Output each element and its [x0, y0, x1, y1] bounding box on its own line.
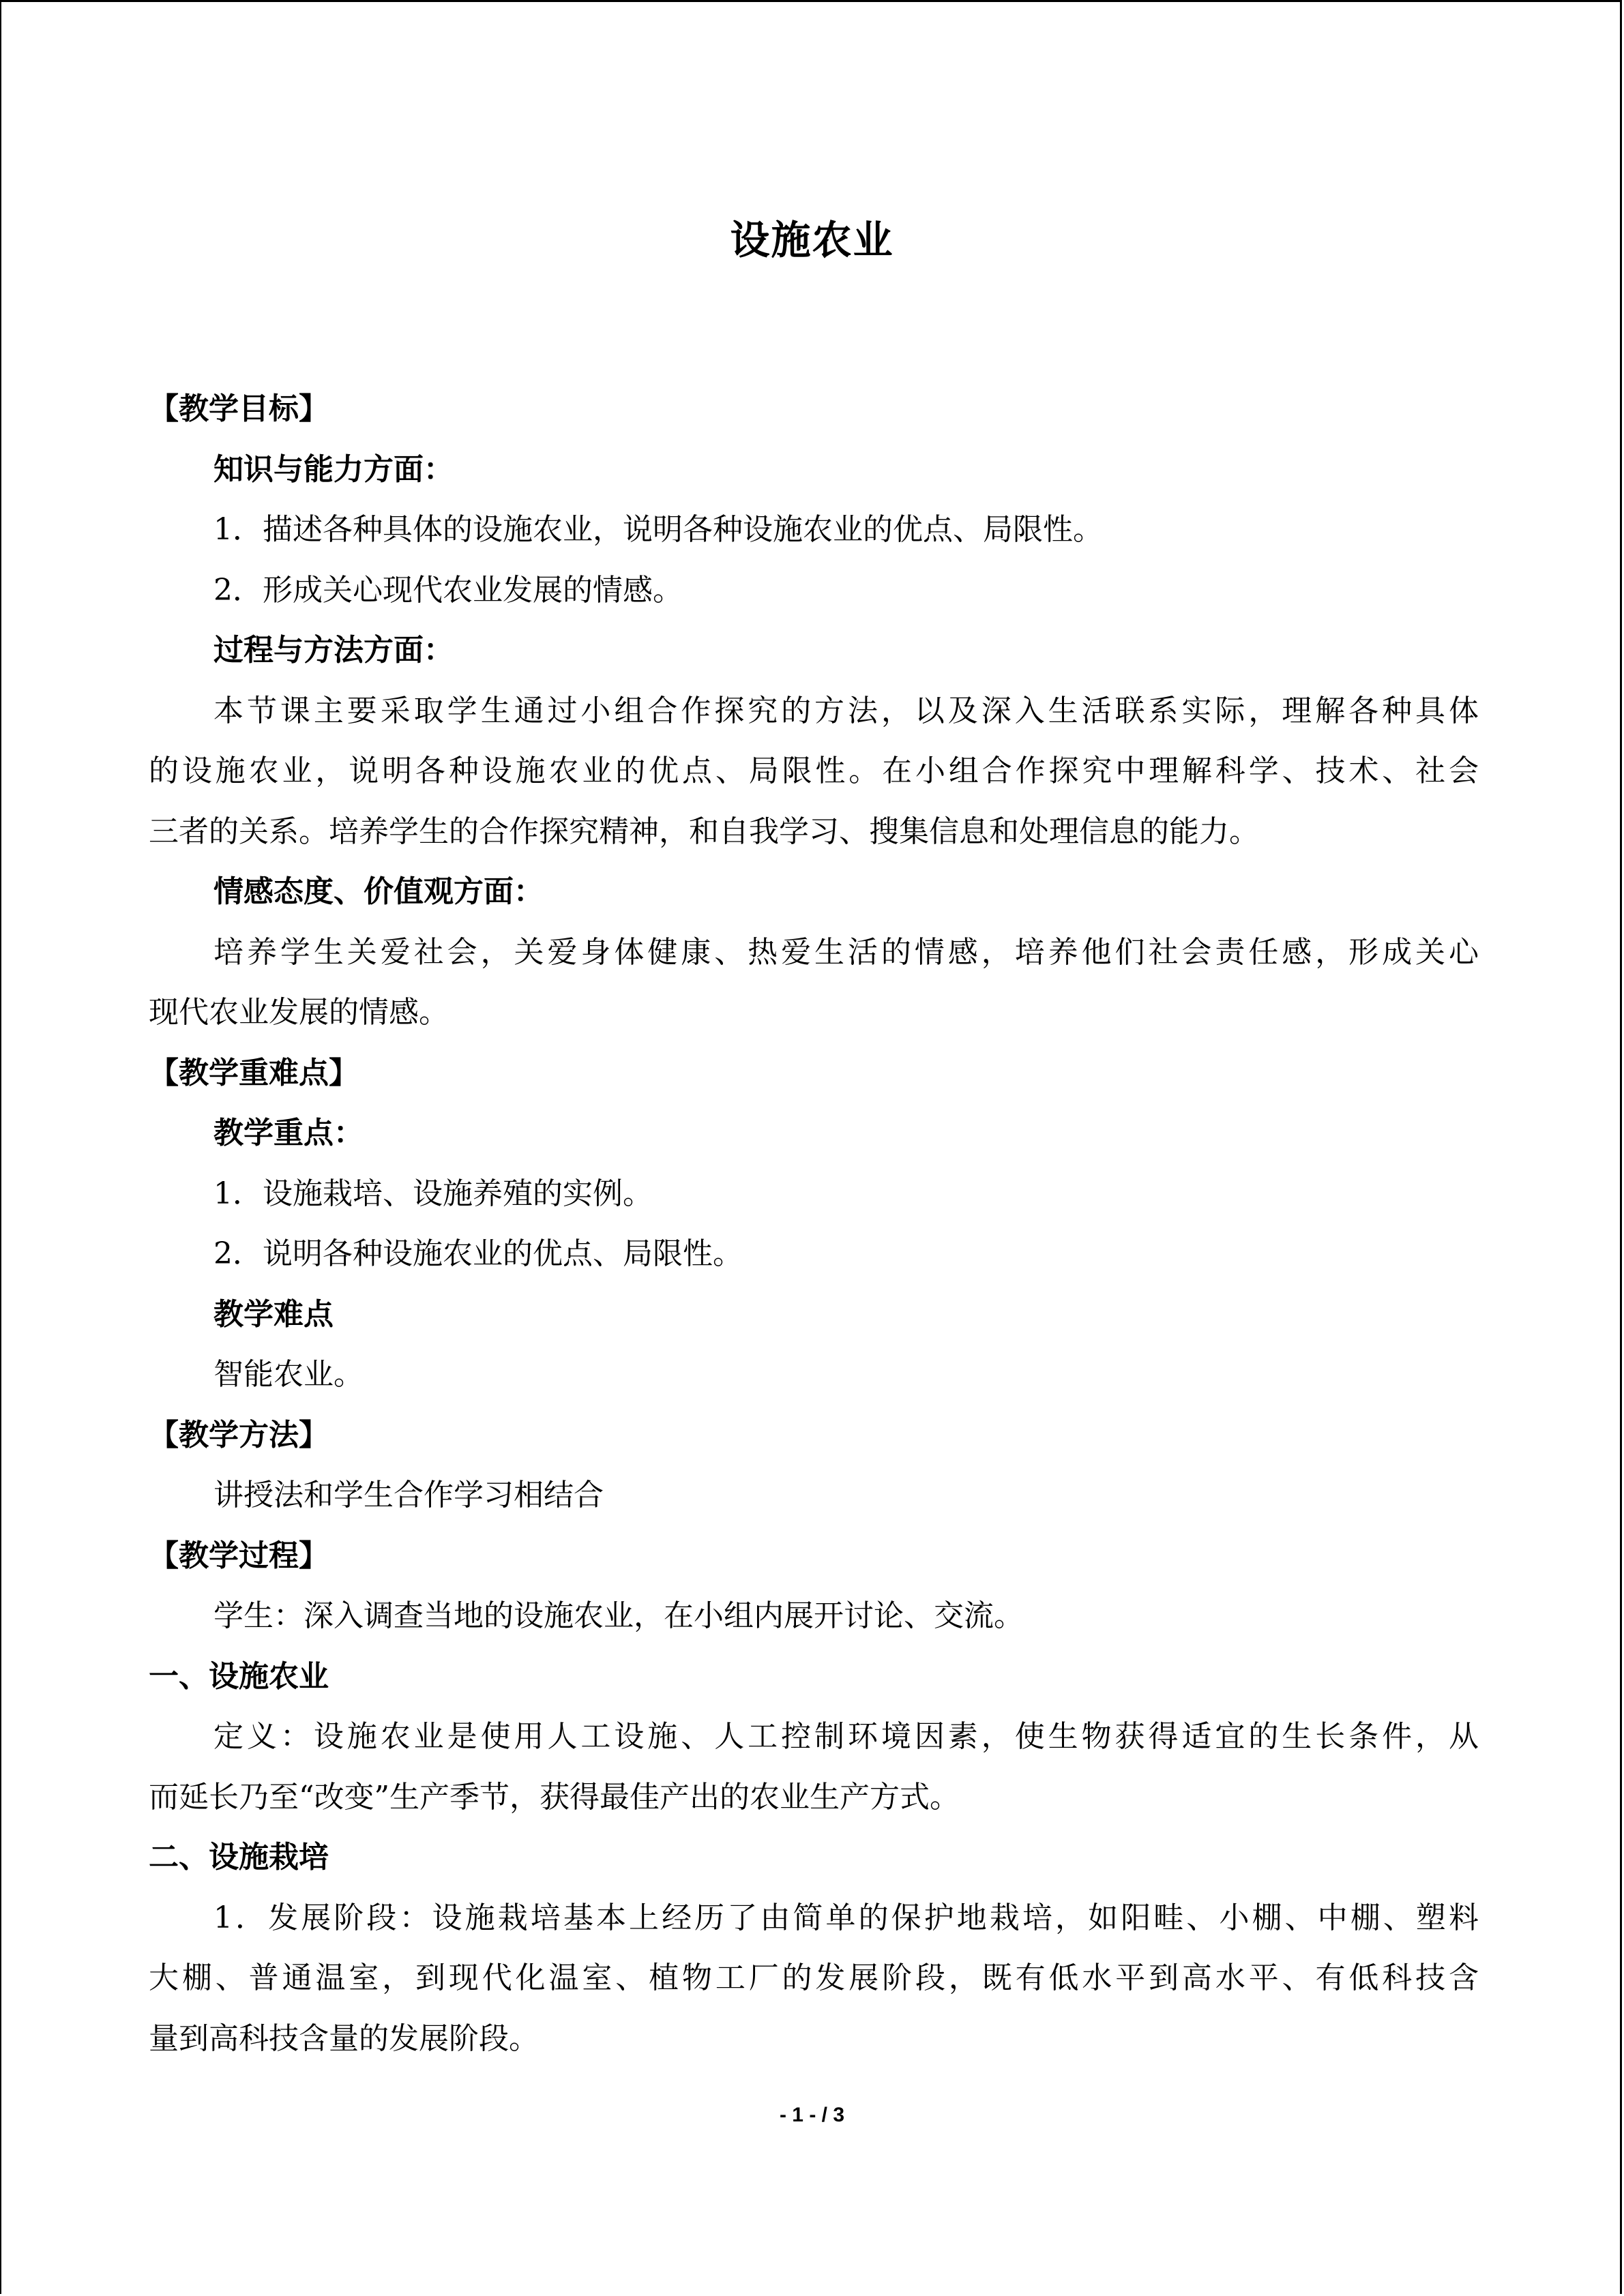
focus-item-1: 1．设施栽培、设施养殖的实例。 [213, 1176, 653, 1211]
subheading-difficulty: 教学难点 [213, 1296, 334, 1332]
page-number: - 1 - / 3 [779, 2104, 845, 2126]
subheading-knowledge: 知识与能力方面： [213, 451, 454, 487]
subheading-emotion: 情感态度、价值观方面： [213, 874, 544, 909]
subheading-process-method: 过程与方法方面： [213, 633, 454, 668]
section-heading-methods: 【教学方法】 [149, 1417, 329, 1452]
focus-item-2: 2．说明各种设施农业的优点、局限性。 [213, 1236, 743, 1271]
section-heading-key-points: 【教学重难点】 [149, 1055, 359, 1090]
document-body [149, 379, 1479, 2069]
methods-text: 讲授法和学生合作学习相结合 [213, 1478, 604, 1512]
part2-line-1: 1．发展阶段：设施栽培基本上经历了由简单的保护地栽培，如阳畦、小棚、中棚、塑料 [213, 1900, 1479, 1935]
emotion-line-2: 现代农业发展的情感。 [149, 995, 449, 1030]
emotion-line-1: 培养学生关爱社会，关爱身体健康、热爱生活的情感，培养他们社会责任感，形成关心 [213, 934, 1479, 970]
part-heading-1: 一、设施农业 [149, 1658, 329, 1694]
section-heading-process: 【教学过程】 [149, 1538, 329, 1573]
section-heading-goals: 【教学目标】 [149, 391, 329, 426]
difficulty-text: 智能农业。 [213, 1357, 364, 1392]
part1-line-2: 而延长乃至“改变”生产季节，获得最佳产出的农业生产方式。 [149, 1779, 960, 1815]
knowledge-item-1: 1．描述各种具体的设施农业，说明各种设施农业的优点、局限性。 [213, 512, 1103, 547]
process-method-line-3: 三者的关系。培养学生的合作探究精神，和自我学习、搜集信息和处理信息的能力。 [149, 814, 1259, 849]
document-title: 设施农业 [730, 217, 894, 263]
process-method-line-2: 的设施农业，说明各种设施农业的优点、局限性。在小组合作探究中理解科学、技术、社会 [149, 754, 1479, 788]
part1-line-1: 定义：设施农业是使用人工设施、人工控制环境因素，使生物获得适宜的生长条件，从 [213, 1719, 1479, 1754]
part2-line-2: 大棚、普通温室，到现代化温室、植物工厂的发展阶段，既有低水平到高水平、有低科技含 [149, 1960, 1479, 1995]
part2-line-3: 量到高科技含量的发展阶段。 [149, 2021, 539, 2056]
process-intro: 学生：深入调查当地的设施农业，在小组内展开讨论、交流。 [213, 1598, 1024, 1633]
part-heading-2: 二、设施栽培 [149, 1840, 329, 1875]
subheading-focus: 教学重点： [213, 1116, 364, 1150]
knowledge-item-2: 2．形成关心现代农业发展的情感。 [213, 572, 683, 608]
process-method-line-1: 本节课主要采取学生通过小组合作探究的方法，以及深入生活联系实际，理解各种具体 [213, 693, 1479, 728]
